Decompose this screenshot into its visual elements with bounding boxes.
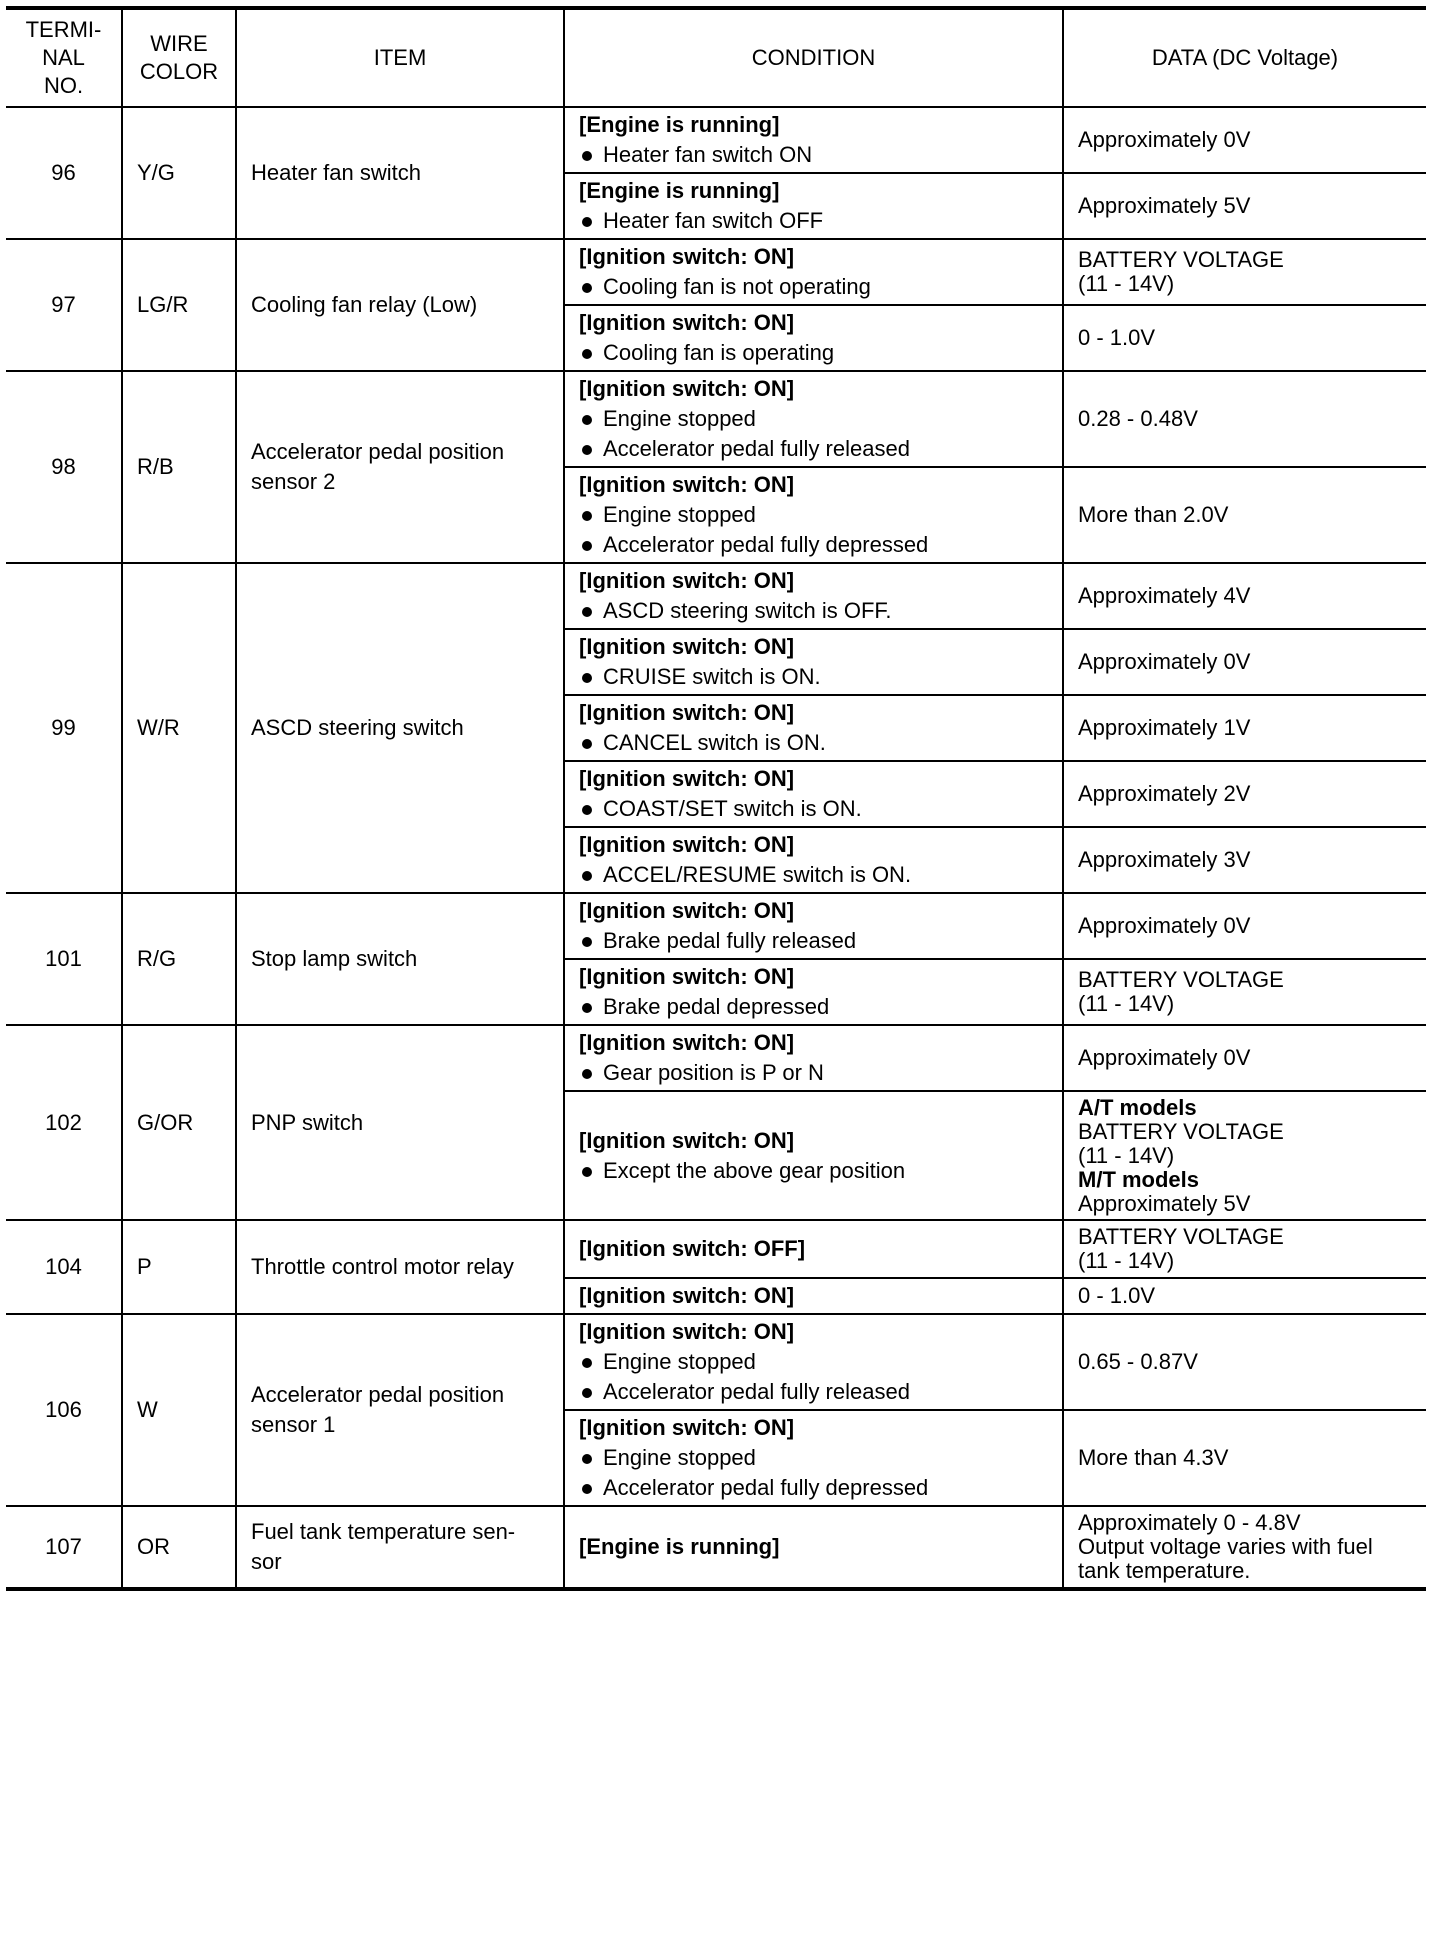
condition-bullet: COAST/SET switch is ON.	[579, 794, 1048, 824]
data-voltage	[1063, 695, 1426, 761]
wire-color: LG/R	[122, 239, 236, 371]
data-voltage	[1063, 371, 1426, 467]
condition-cell	[564, 1506, 1063, 1589]
condition-content	[579, 696, 1048, 760]
condition-content	[579, 630, 1048, 694]
condition-content	[579, 762, 1048, 826]
item-name: ASCD steering switch	[236, 563, 564, 893]
terminal-number: 106	[6, 1314, 122, 1506]
data-voltage	[1063, 1506, 1426, 1589]
condition-content	[579, 894, 1048, 958]
condition-content	[579, 1124, 1048, 1188]
condition-bullet: Cooling fan is not operating	[579, 272, 1048, 302]
terminal-number: 102	[6, 1025, 122, 1220]
condition-cell	[564, 1025, 1063, 1091]
terminal-number: 96	[6, 107, 122, 239]
condition-cell	[564, 1091, 1063, 1220]
data-voltage	[1063, 959, 1426, 1025]
data-line: More than 4.3V	[1078, 1445, 1229, 1470]
data-line: Output voltage varies with fuel tank temperature.	[1078, 1534, 1373, 1583]
table-row	[6, 563, 1426, 629]
item-name: Heater fan switch	[236, 107, 564, 239]
condition-cell	[564, 1220, 1063, 1278]
condition-state: [Engine is running]	[579, 1534, 780, 1559]
condition-cell	[564, 371, 1063, 467]
condition-bullet: CANCEL switch is ON.	[579, 728, 1048, 758]
condition-content	[579, 1026, 1048, 1090]
condition-state: [Ignition switch: ON]	[579, 1283, 795, 1308]
condition-content	[579, 306, 1048, 370]
condition-bullet: Brake pedal fully released	[579, 926, 1048, 956]
condition-bullet: Engine stopped	[579, 404, 1048, 434]
data-voltage	[1063, 1278, 1426, 1314]
data-voltage	[1063, 761, 1426, 827]
data-line: Approximately 3V	[1078, 847, 1251, 872]
item-name: Throttle control motor relay	[236, 1220, 564, 1314]
data-voltage	[1063, 1314, 1426, 1410]
condition-cell	[564, 629, 1063, 695]
condition-bullet: Accelerator pedal fully released	[579, 434, 1048, 464]
item-name: Accelerator pedal position sensor 2	[236, 371, 564, 563]
condition-content	[579, 174, 1048, 238]
condition-cell	[564, 761, 1063, 827]
table-row	[6, 371, 1426, 467]
item-name: Stop lamp switch	[236, 893, 564, 1025]
data-line: (11 - 14V)	[1078, 991, 1175, 1016]
wire-color: P	[122, 1220, 236, 1314]
data-voltage	[1063, 107, 1426, 173]
table-header-row	[6, 8, 1426, 107]
condition-bullet: Accelerator pedal fully depressed	[579, 1473, 1048, 1503]
data-line: BATTERY VOLTAGE	[1078, 967, 1284, 992]
condition-bullet: ACCEL/RESUME switch is ON.	[579, 860, 1048, 890]
wire-color: W	[122, 1314, 236, 1506]
condition-state: [Engine is running]	[579, 178, 780, 203]
condition-state: [Ignition switch: ON]	[579, 964, 795, 989]
condition-bullet: Gear position is P or N	[579, 1058, 1048, 1088]
data-voltage	[1063, 827, 1426, 893]
data-voltage	[1063, 467, 1426, 563]
wire-color: G/OR	[122, 1025, 236, 1220]
table-row	[6, 1220, 1426, 1278]
condition-state: [Ignition switch: ON]	[579, 898, 795, 923]
data-line: Approximately 0 - 4.8V	[1078, 1510, 1301, 1535]
condition-bullet: Accelerator pedal fully depressed	[579, 530, 1048, 560]
data-voltage	[1063, 1091, 1426, 1220]
condition-bullet: CRUISE switch is ON.	[579, 662, 1048, 692]
data-voltage	[1063, 1220, 1426, 1278]
header-data: DATA (DC Voltage)	[1063, 8, 1426, 107]
condition-content	[579, 372, 1048, 466]
condition-state: [Ignition switch: ON]	[579, 244, 795, 269]
data-line: Approximately 5V	[1078, 1190, 1251, 1216]
condition-state: [Ignition switch: OFF]	[579, 1236, 806, 1261]
condition-bullet: Engine stopped	[579, 500, 1048, 530]
terminal-number: 107	[6, 1506, 122, 1589]
data-line: Approximately 5V	[1078, 193, 1251, 218]
data-line: 0.65 - 0.87V	[1078, 1349, 1198, 1374]
condition-bullet: Brake pedal depressed	[579, 992, 1048, 1022]
condition-cell	[564, 1278, 1063, 1314]
condition-bullet: Heater fan switch ON	[579, 140, 1048, 170]
condition-cell	[564, 1314, 1063, 1410]
condition-cell	[564, 827, 1063, 893]
condition-cell	[564, 563, 1063, 629]
data-line: Approximately 0V	[1078, 913, 1251, 938]
condition-state: [Ignition switch: ON]	[579, 472, 795, 497]
data-line: Approximately 4V	[1078, 583, 1251, 608]
item-name: Fuel tank temperature sen- sor	[236, 1506, 564, 1589]
data-line: 0.28 - 0.48V	[1078, 406, 1198, 431]
condition-cell	[564, 305, 1063, 371]
condition-state: [Ignition switch: ON]	[579, 700, 795, 725]
terminal-number: 104	[6, 1220, 122, 1314]
wire-color: R/G	[122, 893, 236, 1025]
data-voltage	[1063, 173, 1426, 239]
condition-bullet: Engine stopped	[579, 1443, 1048, 1473]
condition-state: [Ignition switch: ON]	[579, 1030, 795, 1055]
condition-cell	[564, 1410, 1063, 1506]
condition-cell	[564, 239, 1063, 305]
condition-content	[579, 1530, 1048, 1564]
table-row	[6, 1506, 1426, 1589]
data-line: (11 - 14V)	[1078, 1142, 1175, 1168]
condition-cell	[564, 107, 1063, 173]
condition-bullet: Heater fan switch OFF	[579, 206, 1048, 236]
data-line: M/T models	[1078, 1166, 1200, 1192]
table-body	[6, 107, 1426, 1589]
condition-bullet: Engine stopped	[579, 1347, 1048, 1377]
condition-state: [Ignition switch: ON]	[579, 634, 795, 659]
wire-color: W/R	[122, 563, 236, 893]
condition-cell	[564, 695, 1063, 761]
table-row	[6, 1025, 1426, 1091]
condition-state: [Ignition switch: ON]	[579, 1319, 795, 1344]
data-line: BATTERY VOLTAGE	[1078, 247, 1284, 272]
data-line: Approximately 0V	[1078, 127, 1251, 152]
condition-state: [Ignition switch: ON]	[579, 1415, 795, 1440]
header-condition: CONDITION	[564, 8, 1063, 107]
condition-bullet: ASCD steering switch is OFF.	[579, 596, 1048, 626]
table-row	[6, 107, 1426, 173]
data-line: A/T models	[1078, 1094, 1197, 1120]
table-row	[6, 893, 1426, 959]
terminal-number: 97	[6, 239, 122, 371]
data-voltage	[1063, 305, 1426, 371]
condition-state: [Ignition switch: ON]	[579, 1127, 795, 1153]
data-line: Approximately 2V	[1078, 781, 1251, 806]
data-line: 0 - 1.0V	[1078, 1283, 1156, 1308]
condition-content	[579, 108, 1048, 172]
data-line: Approximately 0V	[1078, 1045, 1251, 1070]
table-row	[6, 1314, 1426, 1410]
data-line: More than 2.0V	[1078, 502, 1229, 527]
item-name: Cooling fan relay (Low)	[236, 239, 564, 371]
data-line: 0 - 1.0V	[1078, 325, 1156, 350]
data-line: BATTERY VOLTAGE	[1078, 1118, 1284, 1144]
data-line: Approximately 1V	[1078, 715, 1251, 740]
condition-state: [Ignition switch: ON]	[579, 766, 795, 791]
wire-color: R/B	[122, 371, 236, 563]
wire-color: OR	[122, 1506, 236, 1589]
condition-state: [Engine is running]	[579, 112, 780, 137]
condition-content	[579, 468, 1048, 562]
condition-content	[579, 828, 1048, 892]
condition-content	[579, 960, 1048, 1024]
data-line: BATTERY VOLTAGE	[1078, 1224, 1284, 1249]
header-wire-color: WIRE COLOR	[122, 8, 236, 107]
condition-bullet: Accelerator pedal fully released	[579, 1377, 1048, 1407]
ecm-terminal-table	[6, 6, 1426, 1591]
condition-state: [Ignition switch: ON]	[579, 832, 795, 857]
condition-content	[579, 1232, 1048, 1266]
wire-color: Y/G	[122, 107, 236, 239]
condition-cell	[564, 893, 1063, 959]
condition-cell	[564, 173, 1063, 239]
data-line: (11 - 14V)	[1078, 1248, 1175, 1273]
condition-bullet: Cooling fan is operating	[579, 338, 1048, 368]
condition-content	[579, 1279, 1048, 1313]
condition-cell	[564, 959, 1063, 1025]
header-item: ITEM	[236, 8, 564, 107]
condition-content	[579, 240, 1048, 304]
data-line: Approximately 0V	[1078, 649, 1251, 674]
condition-content	[579, 1315, 1048, 1409]
item-name: PNP switch	[236, 1025, 564, 1220]
terminal-number: 101	[6, 893, 122, 1025]
data-voltage	[1063, 1410, 1426, 1506]
item-name: Accelerator pedal position sensor 1	[236, 1314, 564, 1506]
condition-content	[579, 564, 1048, 628]
condition-state: [Ignition switch: ON]	[579, 376, 795, 401]
data-voltage	[1063, 239, 1426, 305]
terminal-number: 98	[6, 371, 122, 563]
data-voltage	[1063, 563, 1426, 629]
condition-content	[579, 1411, 1048, 1505]
condition-state: [Ignition switch: ON]	[579, 568, 795, 593]
data-line: (11 - 14V)	[1078, 271, 1175, 296]
data-voltage	[1063, 893, 1426, 959]
header-terminal-no: TERMI- NAL NO.	[6, 8, 122, 107]
data-voltage	[1063, 1025, 1426, 1091]
table-row	[6, 239, 1426, 305]
condition-cell	[564, 467, 1063, 563]
condition-bullet: Except the above gear position	[579, 1156, 1048, 1186]
condition-state: [Ignition switch: ON]	[579, 310, 795, 335]
data-voltage	[1063, 629, 1426, 695]
terminal-number: 99	[6, 563, 122, 893]
